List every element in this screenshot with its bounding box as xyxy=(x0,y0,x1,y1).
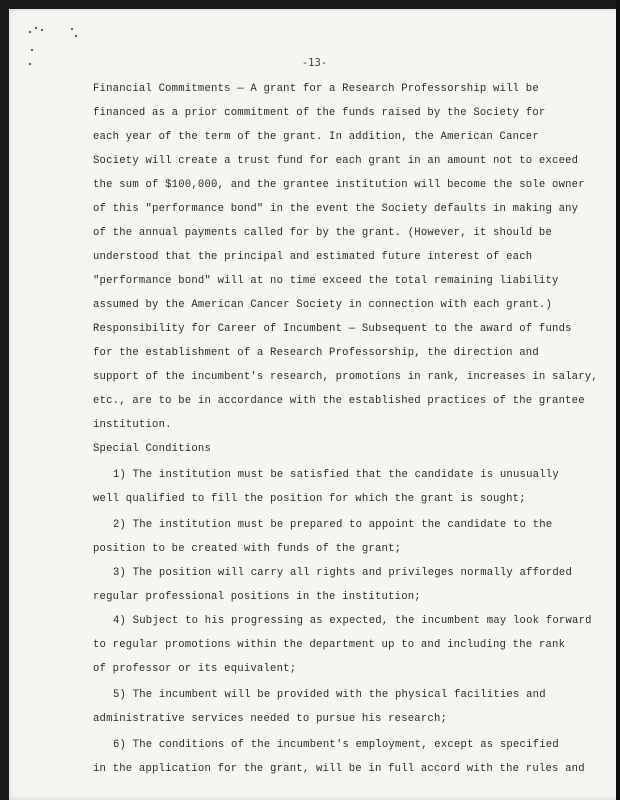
document-page xyxy=(9,9,620,800)
speck xyxy=(29,31,31,33)
text-line: in the application for the grant, will be in full accord with the rules and xyxy=(93,763,585,775)
text-line: to regular promotions within the department up to and including the rank xyxy=(93,639,566,651)
condition-6: 6) The conditions of the incumbent's employment, except as specified xyxy=(113,739,559,751)
text-line: financed as a prior commitment of the funds raised by the Society for xyxy=(93,107,546,119)
text-line: of the annual payments called for by the grant. (However, it should be xyxy=(93,227,553,239)
speck xyxy=(71,28,73,30)
text-line: regular professional positions in the institution; xyxy=(93,591,421,603)
speck xyxy=(75,35,77,37)
text-line: understood that the principal and estimated future interest of each xyxy=(93,251,533,263)
speck xyxy=(41,29,43,31)
text-line: position to be created with funds of the grant; xyxy=(93,543,402,555)
text-line: for the establishment of a Research Professorship, the direction and xyxy=(93,347,539,359)
condition-5: 5) The incumbent will be provided with the physical facilities and xyxy=(113,689,546,701)
speck xyxy=(31,49,33,51)
page-number: -13- xyxy=(301,57,328,69)
text-line: support of the incumbent's research, promotions in rank, increases in salary, xyxy=(93,371,598,383)
text-line: well qualified to fill the position for which the grant is sought; xyxy=(93,493,526,505)
text-line: of professor or its equivalent; xyxy=(93,663,297,675)
text-line: the sum of $100,000, and the grantee institution will become the sole owner xyxy=(93,179,585,191)
text-line: of this "performance bond" in the event the Society defaults in making any xyxy=(93,203,579,215)
section-heading-special-conditions: Special Conditions xyxy=(93,443,212,455)
condition-4: 4) Subject to his progressing as expected, the incumbent may look forward xyxy=(113,615,592,627)
speck xyxy=(35,27,37,29)
scan-border xyxy=(616,0,620,800)
text-line: administrative services needed to pursue his research; xyxy=(93,713,448,725)
text-line: Society will create a trust fund for each grant in an amount not to exceed xyxy=(93,155,579,167)
text-line: Financial Commitments — A grant for a Research Professorship will be xyxy=(93,83,539,95)
condition-2: 2) The institution must be prepared to appoint the candidate to the xyxy=(113,519,553,531)
text-line: etc., are to be in accordance with the established practices of the grantee xyxy=(93,395,585,407)
section-heading-responsibility: Responsibility for Career of Incumbent — Subsequent to the award of funds xyxy=(93,323,572,335)
text-line: assumed by the American Cancer Society in connection with each grant.) xyxy=(93,299,553,311)
condition-3: 3) The position will carry all rights and privileges normally afforded xyxy=(113,567,573,579)
text-line: each year of the term of the grant. In addition, the American Cancer xyxy=(93,131,539,143)
text-line: "performance bond" will at no time exceed the total remaining liability xyxy=(93,275,559,287)
text-line: institution. xyxy=(93,419,172,431)
condition-1: 1) The institution must be satisfied that the candidate is unusually xyxy=(113,469,559,481)
